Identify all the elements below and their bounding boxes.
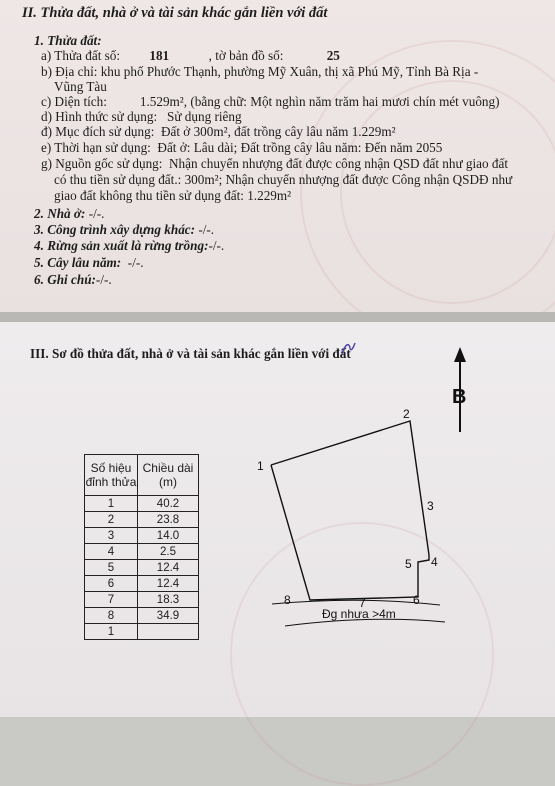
pen-mark-icon [340, 340, 356, 358]
table-row [85, 592, 199, 608]
vertex-cell: 4 [85, 544, 138, 560]
house-value: -/-. [85, 206, 105, 221]
page-gap [0, 312, 555, 322]
table-header-row [85, 455, 199, 496]
planted-forest-row [34, 238, 224, 253]
origin-line-1: g) Nguồn gốc sử dụng: Nhận chuyển nhượng đất được công nhận QSD đất như giao đất [41, 156, 509, 171]
length-cell [138, 624, 199, 640]
vertex-label: 7 [359, 596, 366, 610]
vertex-label: 8 [284, 593, 291, 607]
vertex-label: 5 [405, 557, 412, 571]
house-row [34, 206, 104, 221]
length-cell: 12.4 [138, 560, 199, 576]
land-parcel-heading: 1. Thửa đất: [34, 33, 102, 48]
table-row [85, 560, 199, 576]
vertex-cell: 3 [85, 528, 138, 544]
section-3-title: III. Sơ đồ thửa đất, nhà ở và tài sản khác gắn liền với đất [30, 346, 351, 361]
notes-row [34, 272, 112, 287]
perennial-trees-row [34, 255, 144, 270]
usage-term-line: e) Thời hạn sử dụng: Đất ở: Lâu dài; Đất trồng cây lâu năm: Đến năm 2055 [41, 140, 443, 155]
usage-purpose-line: đ) Mục đích sử dụng: Đất ở 300m², đất trồng cây lâu năm 1.229m² [41, 124, 396, 139]
vertex-cell: 1 [85, 496, 138, 512]
table-row [85, 576, 199, 592]
vertex-cell: 5 [85, 560, 138, 576]
vertex-length-table [84, 454, 199, 640]
origin-line-3: giao đất không thu tiền sử dụng đất: 1.229m² [54, 188, 292, 203]
vertex-cell: 2 [85, 512, 138, 528]
vertex-label: 4 [431, 555, 438, 569]
table-row [85, 544, 199, 560]
watermark-seal-inner [340, 80, 555, 304]
length-cell: 2.5 [138, 544, 199, 560]
planted-forest-label: 4. Rừng sản xuất là rừng trồng: [34, 238, 209, 253]
parcel-number-label: a) Thửa đất số: [41, 48, 121, 63]
table-row [85, 496, 199, 512]
vertex-label: 3 [427, 499, 434, 513]
vertex-cell: 1 [85, 624, 138, 640]
parcel-number-row [41, 48, 340, 63]
vertex-cell: 8 [85, 608, 138, 624]
table-row [85, 624, 199, 640]
map-sheet-value: 25 [326, 48, 340, 63]
perennial-trees-value: -/-. [121, 255, 144, 270]
map-sheet-label: , tờ bản đồ số: [208, 48, 284, 63]
vertex-cell: 7 [85, 592, 138, 608]
area-line: c) Diện tích: 1.529m², (bằng chữ: Một nghìn năm trăm hai mươi chín mét vuông) [41, 94, 500, 109]
north-label: B [452, 386, 467, 408]
certificate-page-top [0, 0, 555, 312]
length-cell: 18.3 [138, 592, 199, 608]
length-cell: 40.2 [138, 496, 199, 512]
planted-forest-value: -/-. [208, 238, 225, 253]
section-2-title: II. Thửa đất, nhà ở và tài sản khác gắn liền với đất [22, 5, 328, 21]
address-line-2: Vũng Tàu [54, 79, 107, 94]
perennial-trees-label: 5. Cây lâu năm: [34, 255, 122, 270]
length-column-header: Chiều dài (m) [138, 455, 199, 496]
notes-label: 6. Ghi chú: [34, 272, 96, 287]
house-label: 2. Nhà ở: [34, 206, 86, 221]
address-line-1: b) Địa chỉ: khu phố Phước Thạnh, phường Mỹ Xuân, thị xã Phú Mỹ, Tỉnh Bà Rịa - [41, 64, 479, 79]
other-construction-label: 3. Công trình xây dựng khác: [34, 222, 196, 237]
length-cell: 12.4 [138, 576, 199, 592]
watermark-seal-lower [230, 522, 494, 786]
vertex-cell: 6 [85, 576, 138, 592]
table-row [85, 608, 199, 624]
road-label: Đg nhựa >4m [322, 607, 396, 621]
length-cell: 23.8 [138, 512, 199, 528]
origin-line-2: có thu tiền sử dụng đất.: 300m²; Nhận chuyển nhượng đất được Công nhận QSDĐ như [54, 172, 513, 187]
vertex-column-header: Số hiệu đỉnh thửa [85, 455, 138, 496]
table-row [85, 512, 199, 528]
parcel-number-value: 181 [149, 48, 170, 63]
vertex-label: 1 [257, 459, 264, 473]
length-cell: 14.0 [138, 528, 199, 544]
table-row [85, 528, 199, 544]
vertex-label: 2 [403, 407, 410, 421]
notes-value: -/-. [95, 272, 112, 287]
usage-form-line: d) Hình thức sử dụng: Sử dụng riêng [41, 109, 242, 124]
vertex-label: 6 [413, 593, 420, 607]
other-construction-value: -/-. [195, 222, 215, 237]
other-construction-row [34, 222, 214, 237]
length-cell: 34.9 [138, 608, 199, 624]
